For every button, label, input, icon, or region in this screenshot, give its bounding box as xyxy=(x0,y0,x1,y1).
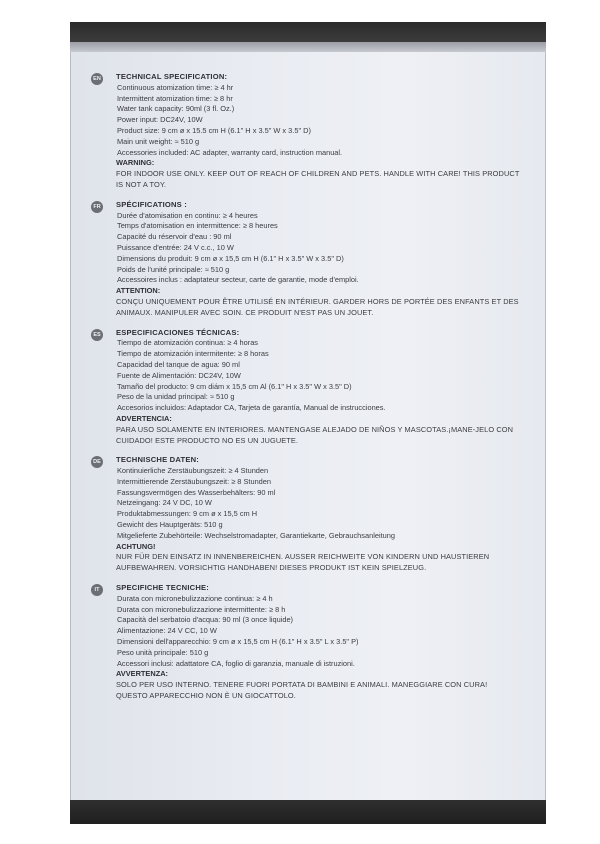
spec-line: Capacidad del tanque de agua: 90 ml xyxy=(117,359,240,369)
spec-line: Peso unità principale: 510 g xyxy=(117,647,209,657)
spec-line: Mitgelieferte Zubehörteile: Wechselstromadapter, Garantiekarte, Gebrauchsanleitung xyxy=(117,530,395,540)
warning-text: CONÇU UNIQUEMENT POUR ÊTRE UTILISÉ EN INTÉRIEUR. GARDER HORS DE PORTÉE DES ENFANTS ET DES ANIMAUX. MANIPULER AVEC SOIN. CE PRODUIT N'EST PAS UN JOUET. xyxy=(116,296,519,317)
spec-line: Accessori inclusi: adattatore CA, foglio di garanzia, manuale di istruzioni. xyxy=(117,658,355,668)
warning-title: AVVERTENZA: xyxy=(116,669,169,679)
box-bottom-edge xyxy=(70,800,546,824)
language-badge-it: IT xyxy=(91,584,103,596)
spec-line: Kontinuierliche Zerstäubungszeit: ≥ 4 Stunden xyxy=(117,466,269,476)
spec-line: Gewicht des Hauptgeräts: 510 g xyxy=(117,520,223,530)
warning-title: WARNING: xyxy=(116,158,155,168)
spec-line: Accesorios incluidos: Adaptador CA, Tarjeta de garantía, Manual de instrucciones. xyxy=(117,403,386,413)
warning-text: NUR FÜR DEN EINSATZ IN INNENBEREICHEN. AUSSER REICHWEITE VON KINDERN UND HAUSTIEREN AUFBEWAHREN. VORSICHTIG HANDHABEN! DIESES PRODUKT IST KEIN SPIELZEUG. xyxy=(116,552,490,573)
spec-line: Intermittierende Zerstäubungszeit: ≥ 8 Stunden xyxy=(117,476,272,486)
section-title: SPÉCIFICATIONS : xyxy=(116,199,187,209)
spec-line: Continuous atomization time: ≥ 4 hr xyxy=(117,82,234,92)
section-es xyxy=(91,328,531,447)
spec-line: Temps d'atomisation en intermittence: ≥ 8 heures xyxy=(117,221,278,231)
spec-line: Fassungsvermögen des Wasserbehälters: 90 ml xyxy=(117,487,276,497)
spec-line: Dimensions du produit: 9 cm ø x 15,5 cm H (6.1" H x 3.5" W x 3.5" D) xyxy=(117,253,344,263)
spec-line: Tamaño del producto: 9 cm diám x 15,5 cm Al (6.1" H x 3.5" W x 3.5" D) xyxy=(117,381,352,391)
spec-line: Water tank capacity: 90ml (3 fl. Oz.) xyxy=(117,104,235,114)
spec-line: Product size: 9 cm ø x 15.5 cm H (6.1" H x 3.5" W x 3.5" D) xyxy=(117,125,311,135)
spec-line: Fuente de Alimentación: DC24V, 10W xyxy=(117,370,241,380)
language-badge-es: ES xyxy=(91,329,103,341)
spec-line: Peso de la unidad principal: ≈ 510 g xyxy=(117,392,235,402)
warning-text: FOR INDOOR USE ONLY. KEEP OUT OF REACH OF CHILDREN AND PETS. HANDLE WITH CARE! THIS PRODUCT IS NOT A TOY. xyxy=(116,169,520,189)
spec-label-panel xyxy=(70,52,546,800)
warning-title: ACHTUNG! xyxy=(116,541,156,551)
section-title: ESPECIFICACIONES TÉCNICAS: xyxy=(116,327,240,337)
box-top-bevel xyxy=(70,42,546,52)
spec-line: Durata con micronebulizzazione continua: ≥ 4 h xyxy=(117,593,273,603)
spec-line: Capacité du réservoir d'eau : 90 ml xyxy=(117,232,232,242)
warning-text: SOLO PER USO INTERNO. TENERE FUORI PORTATA DI BAMBINI E ANIMALI. MANEGGIARE CON CURA! QUESTO APPARECCHIO NON È UN GIOCATTOLO. xyxy=(116,680,488,701)
language-badge-fr: FR xyxy=(91,201,103,213)
spec-line: Produktabmessungen: 9 cm ø x 15,5 cm H xyxy=(117,509,258,519)
spec-line: Power input: DC24V, 10W xyxy=(117,115,203,125)
warning-title: ADVERTENCIA: xyxy=(116,413,172,423)
spec-line: Puissance d'entrée: 24 V c.c., 10 W xyxy=(117,242,234,252)
spec-line: Durée d'atomisation en continu: ≥ 4 heures xyxy=(117,210,258,220)
spec-line: Netzeingang: 24 V DC, 10 W xyxy=(117,498,212,508)
section-title: TECHNISCHE DATEN: xyxy=(116,455,199,465)
section-title: TECHNICAL SPECIFICATION: xyxy=(116,72,228,81)
spec-line: Poids de l'unité principale: ≈ 510 g xyxy=(117,264,230,274)
warning-title: ATTENTION: xyxy=(116,286,161,296)
spec-line: Durata con micronebulizzazione intermittente: ≥ 8 h xyxy=(117,604,286,614)
section-title: SPECIFICHE TECNICHE: xyxy=(116,583,210,593)
warning-text: PARA USO SOLAMENTE EN INTERIORES. MANTENGASE ALEJADO DE NIÑOS Y MASCOTAS.¡MANE-JELO CON CUIDADO! ESTE PRODUCTO NO ES UN JUGUETE. xyxy=(116,424,514,445)
section-de xyxy=(91,455,531,574)
spec-line: Main unit weight: ≈ 510 g xyxy=(117,136,200,146)
language-badge-en: EN xyxy=(91,73,103,85)
section-en xyxy=(91,72,531,191)
spec-line: Tiempo de atomización intermitente: ≥ 8 horas xyxy=(117,349,269,359)
spec-line: Tiempo de atomización continua: ≥ 4 horas xyxy=(117,338,258,348)
spec-content xyxy=(91,72,531,711)
language-badge-de: DE xyxy=(91,456,103,468)
spec-line: Intermittent atomization time: ≥ 8 hr xyxy=(117,93,233,103)
spec-line: Accessoires inclus : adaptateur secteur, carte de garantie, mode d'emploi. xyxy=(117,275,359,285)
box-top-edge xyxy=(70,22,546,42)
spec-line: Capacità del serbatoio d'acqua: 90 ml (3 once liquide) xyxy=(117,615,294,625)
section-it xyxy=(91,583,531,702)
spec-line: Alimentazione: 24 V CC, 10 W xyxy=(117,626,217,636)
spec-line: Accessories included: AC adapter, warranty card, instruction manual. xyxy=(117,147,343,157)
section-fr xyxy=(91,200,531,319)
spec-line: Dimensioni dell'apparecchio: 9 cm ø x 15,5 cm H (6.1" H x 3.5" L x 3.5" P) xyxy=(117,637,359,647)
